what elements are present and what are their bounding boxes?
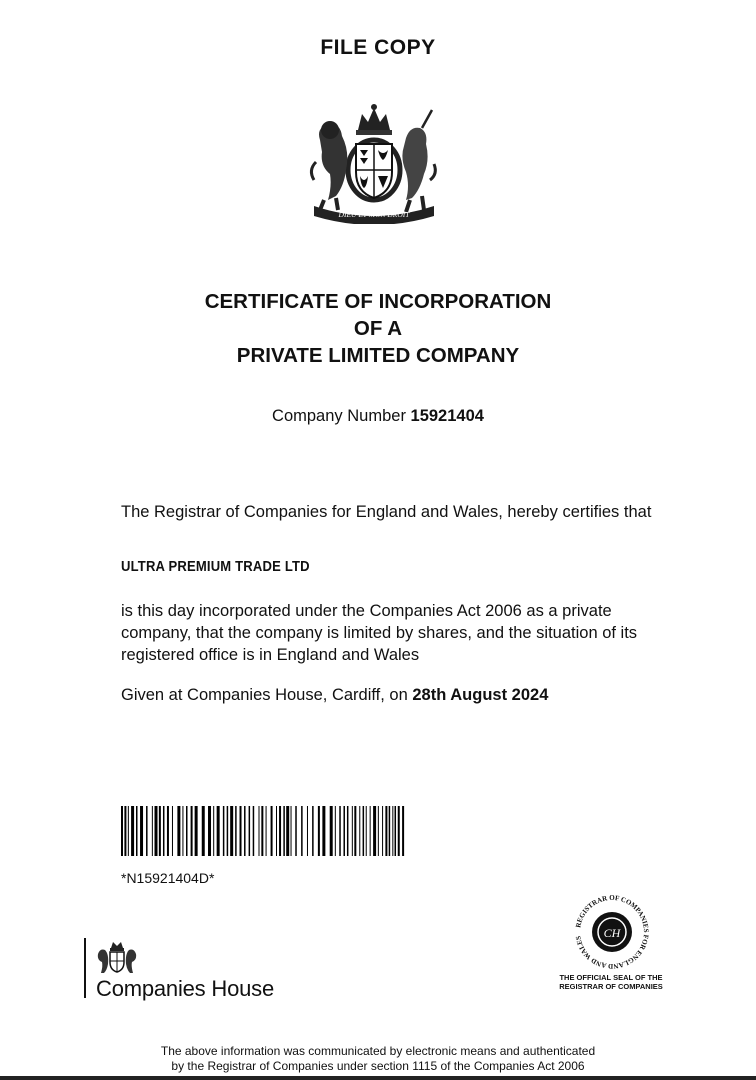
seal-caption-line-1: THE OFFICIAL SEAL OF THE bbox=[559, 973, 663, 982]
barcode-bar bbox=[140, 806, 143, 856]
barcode-bar bbox=[191, 806, 193, 856]
company-number-label: Company Number bbox=[272, 407, 406, 425]
barcode-bar bbox=[291, 806, 292, 856]
footer-line-1: The above information was communicated by electronic means and authenticated bbox=[160, 1044, 596, 1058]
barcode-bar bbox=[402, 806, 404, 856]
seal-ring-text: REGISTRAR OF COMPANIES FOR ENGLAND AND WALES bbox=[574, 893, 651, 971]
barcode-bar bbox=[182, 806, 183, 856]
barcode-bar bbox=[271, 806, 273, 856]
barcode-bar bbox=[352, 806, 353, 856]
barcode-bar bbox=[195, 806, 198, 856]
crest-motto: DIEU ET MON DROIT bbox=[338, 210, 410, 219]
barcode-bar bbox=[373, 806, 376, 856]
seal-caption bbox=[540, 973, 682, 991]
barcode-bar bbox=[121, 806, 123, 856]
given-at-paragraph bbox=[121, 684, 681, 706]
barcode-bar bbox=[172, 806, 173, 856]
barcode-bar bbox=[235, 806, 237, 856]
company-number bbox=[0, 407, 756, 426]
barcode-bar bbox=[240, 806, 242, 856]
footer-note bbox=[0, 1044, 756, 1074]
barcode-bar bbox=[279, 806, 281, 856]
barcode-bar bbox=[266, 806, 267, 856]
barcode-bar bbox=[124, 806, 126, 856]
barcode-bar bbox=[307, 806, 308, 856]
barcode-bar bbox=[301, 806, 303, 856]
barcode-bar bbox=[152, 806, 153, 856]
companies-house-crest-icon bbox=[96, 940, 138, 974]
company-number-value: 15921404 bbox=[410, 407, 484, 425]
barcode-bar bbox=[339, 806, 341, 856]
title-line-3: PRIVATE LIMITED COMPANY bbox=[236, 344, 520, 367]
company-name: ULTRA PREMIUM TRADE LTD bbox=[121, 559, 310, 575]
barcode-bar bbox=[286, 806, 289, 856]
title-line-2: OF A bbox=[353, 317, 403, 340]
barcode-text: *N15921404D* bbox=[121, 870, 215, 886]
barcode-bar bbox=[213, 806, 214, 856]
barcode-bar bbox=[131, 806, 134, 856]
barcode-bar bbox=[330, 806, 333, 856]
barcode-bar bbox=[146, 806, 148, 856]
barcode-bar bbox=[177, 806, 180, 856]
barcode-bar bbox=[163, 806, 165, 856]
barcode-bar bbox=[202, 806, 205, 856]
seal-caption-line-2: REGISTRAR OF COMPANIES bbox=[559, 982, 663, 991]
barcode-bar bbox=[136, 806, 138, 856]
barcode-bar bbox=[258, 806, 259, 856]
barcode-bar bbox=[312, 806, 314, 856]
barcode-bar bbox=[276, 806, 277, 856]
barcode-bar bbox=[378, 806, 379, 856]
barcode-bar bbox=[295, 806, 297, 856]
barcode-bar bbox=[249, 806, 251, 856]
barcode-bar bbox=[128, 806, 129, 856]
barcode-bar bbox=[253, 806, 255, 856]
bottom-border bbox=[0, 1076, 756, 1080]
barcode-bar bbox=[354, 806, 356, 856]
barcode-bar bbox=[347, 806, 349, 856]
royal-coat-of-arms-icon bbox=[306, 100, 442, 224]
barcode-bar bbox=[159, 806, 161, 856]
barcode-bar bbox=[167, 806, 169, 856]
barcode-bar bbox=[208, 806, 211, 856]
companies-house-logo-text: Companies House bbox=[96, 976, 274, 1001]
barcode-icon bbox=[121, 806, 409, 856]
barcode-bar bbox=[217, 806, 220, 856]
given-at-text: Given at Companies House, Cardiff, on bbox=[121, 686, 408, 704]
barcode-bar bbox=[366, 806, 367, 856]
barcode-bar bbox=[318, 806, 320, 856]
barcode-bar bbox=[392, 806, 393, 856]
barcode-bar bbox=[343, 806, 345, 856]
incorporation-date: 28th August 2024 bbox=[412, 686, 549, 704]
barcode-bar bbox=[389, 806, 391, 856]
title-line-1: CERTIFICATE OF INCORPORATION bbox=[204, 290, 552, 313]
seal-center-text: CH bbox=[603, 926, 621, 940]
certifies-paragraph: The Registrar of Companies for England and Wales, hereby certifies that bbox=[121, 503, 652, 521]
barcode-bar bbox=[370, 806, 371, 856]
barcode-bar bbox=[283, 806, 285, 856]
barcode-bar bbox=[359, 806, 360, 856]
barcode-bar bbox=[230, 806, 233, 856]
barcode-bar bbox=[261, 806, 263, 856]
barcode-bar bbox=[155, 806, 158, 856]
barcode-bar bbox=[244, 806, 246, 856]
barcode-bar bbox=[382, 806, 383, 856]
barcode-bar bbox=[385, 806, 387, 856]
barcode-bar bbox=[398, 806, 400, 856]
incorporation-paragraph: is this day incorporated under the Companies Act 2006 as a private company, that the company is limited by shares, and the situation of its registered office is in England and Wales bbox=[121, 602, 638, 664]
companies-house-logo-bar bbox=[84, 938, 86, 998]
barcode-bar bbox=[395, 806, 397, 856]
file-copy-heading: FILE COPY bbox=[320, 36, 436, 59]
barcode-bar bbox=[322, 806, 325, 856]
footer-line-2: by the Registrar of Companies under section 1115 of the Companies Act 2006 bbox=[171, 1059, 585, 1073]
barcode-bar bbox=[186, 806, 188, 856]
barcode-bar bbox=[223, 806, 225, 856]
registrar-seal-icon bbox=[562, 892, 662, 972]
certificate-title bbox=[0, 288, 756, 369]
barcode-bar bbox=[363, 806, 365, 856]
barcode-bar bbox=[335, 806, 336, 856]
barcode-bar bbox=[227, 806, 229, 856]
